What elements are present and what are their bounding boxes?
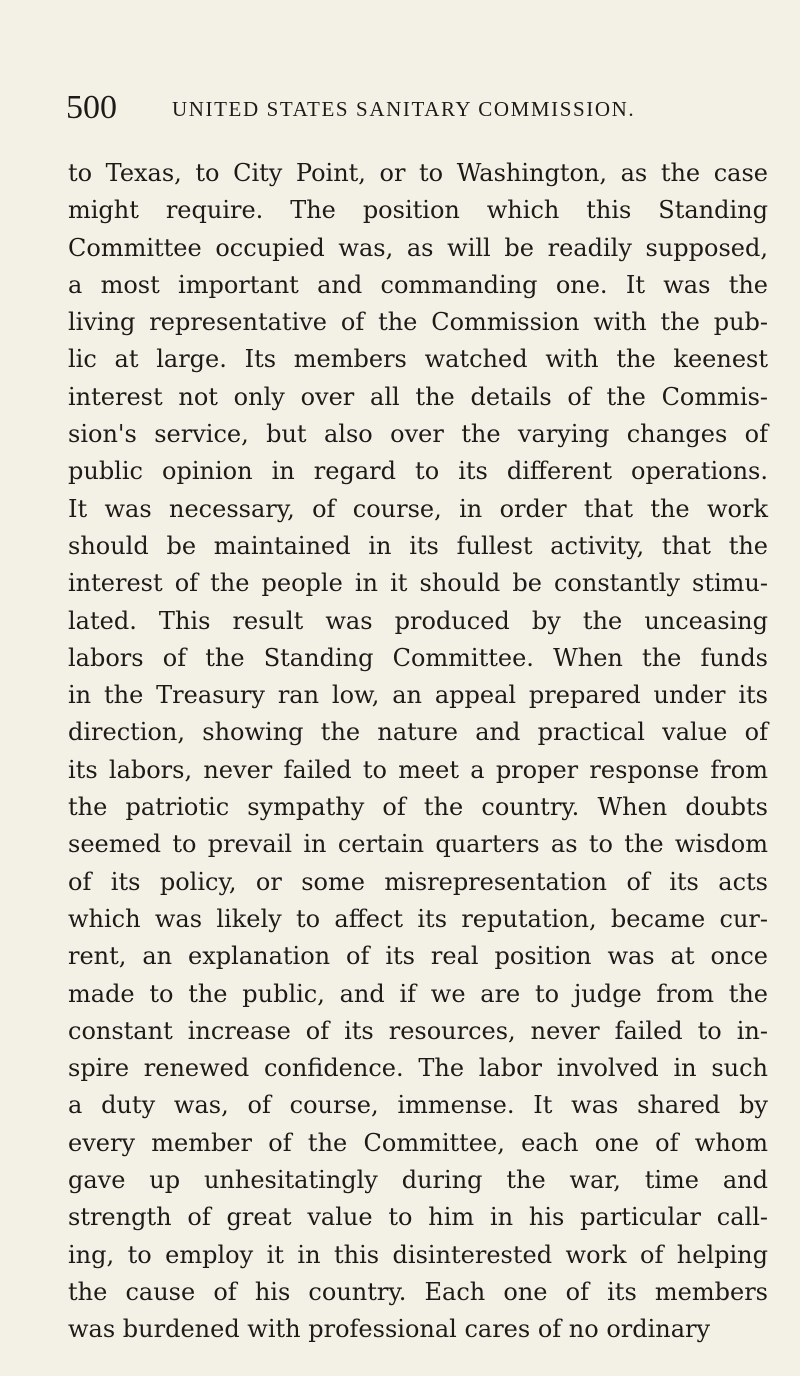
- text-line: might require. The position which this Standing: [68, 196, 768, 225]
- text-line: strength of great value to him in his particular call-: [68, 1203, 768, 1232]
- text-line: interest not only over all the details of the Commis-: [68, 382, 768, 411]
- text-line: a most important and commanding one. It was the: [68, 270, 768, 299]
- text-line: constant increase of its resources, never failed to in-: [68, 1016, 768, 1045]
- text-line: interest of the people in it should be constantly stimu-: [68, 569, 768, 598]
- text-line: It was necessary, of course, in order that the work: [68, 494, 768, 523]
- text-line: lic at large. Its members watched with the keenest: [68, 345, 768, 374]
- text-line: a duty was, of course, immense. It was shared by: [68, 1091, 768, 1120]
- text-line: of its policy, or some misrepresentation of its acts: [68, 867, 768, 896]
- text-line: the patriotic sympathy of the country. When doubts: [68, 793, 768, 822]
- text-line: its labors, never failed to meet a proper response from: [68, 755, 768, 784]
- text-line: sion's service, but also over the varying changes of: [68, 420, 768, 449]
- text-line: gave up unhesitatingly during the war, time and: [68, 1166, 768, 1195]
- text-line: seemed to prevail in certain quarters as to the wisdom: [68, 830, 768, 859]
- text-line: direction, showing the nature and practical value of: [68, 718, 768, 747]
- text-line: Committee occupied was, as will be readily supposed,: [68, 233, 768, 262]
- text-line: to Texas, to City Point, or to Washington, as the case: [68, 159, 768, 187]
- text-line: labors of the Standing Committee. When the funds: [68, 643, 768, 672]
- text-line: should be maintained in its fullest activity, that the: [68, 531, 768, 560]
- text-line: which was likely to affect its reputation, became cur-: [68, 904, 768, 933]
- text-line: the cause of his country. Each one of its members: [68, 1277, 768, 1306]
- text-line: was burdened with professional cares of no ordinary: [68, 1315, 711, 1344]
- text-line: made to the public, and if we are to judge from the: [68, 979, 768, 1008]
- text-line: every member of the Committee, each one of whom: [68, 1128, 768, 1157]
- text-line: rent, an explanation of its real position was at once: [68, 942, 768, 971]
- running-head: UNITED STATES SANITARY COMMISSION.: [172, 97, 636, 121]
- text-line: ing, to employ it in this disinterested work of helping: [68, 1240, 768, 1269]
- text-line: lated. This result was produced by the unceasing: [68, 606, 768, 635]
- text-line: public opinion in regard to its different operations.: [68, 457, 768, 486]
- page-header: [66, 88, 766, 128]
- text-line: in the Treasury ran low, an appeal prepared under its: [68, 681, 768, 710]
- page-number: 500: [66, 89, 117, 126]
- body-text: [68, 155, 768, 1349]
- text-line: living representative of the Commission with the pub-: [68, 308, 768, 337]
- text-line: spire renewed confidence. The labor involved in such: [68, 1054, 768, 1083]
